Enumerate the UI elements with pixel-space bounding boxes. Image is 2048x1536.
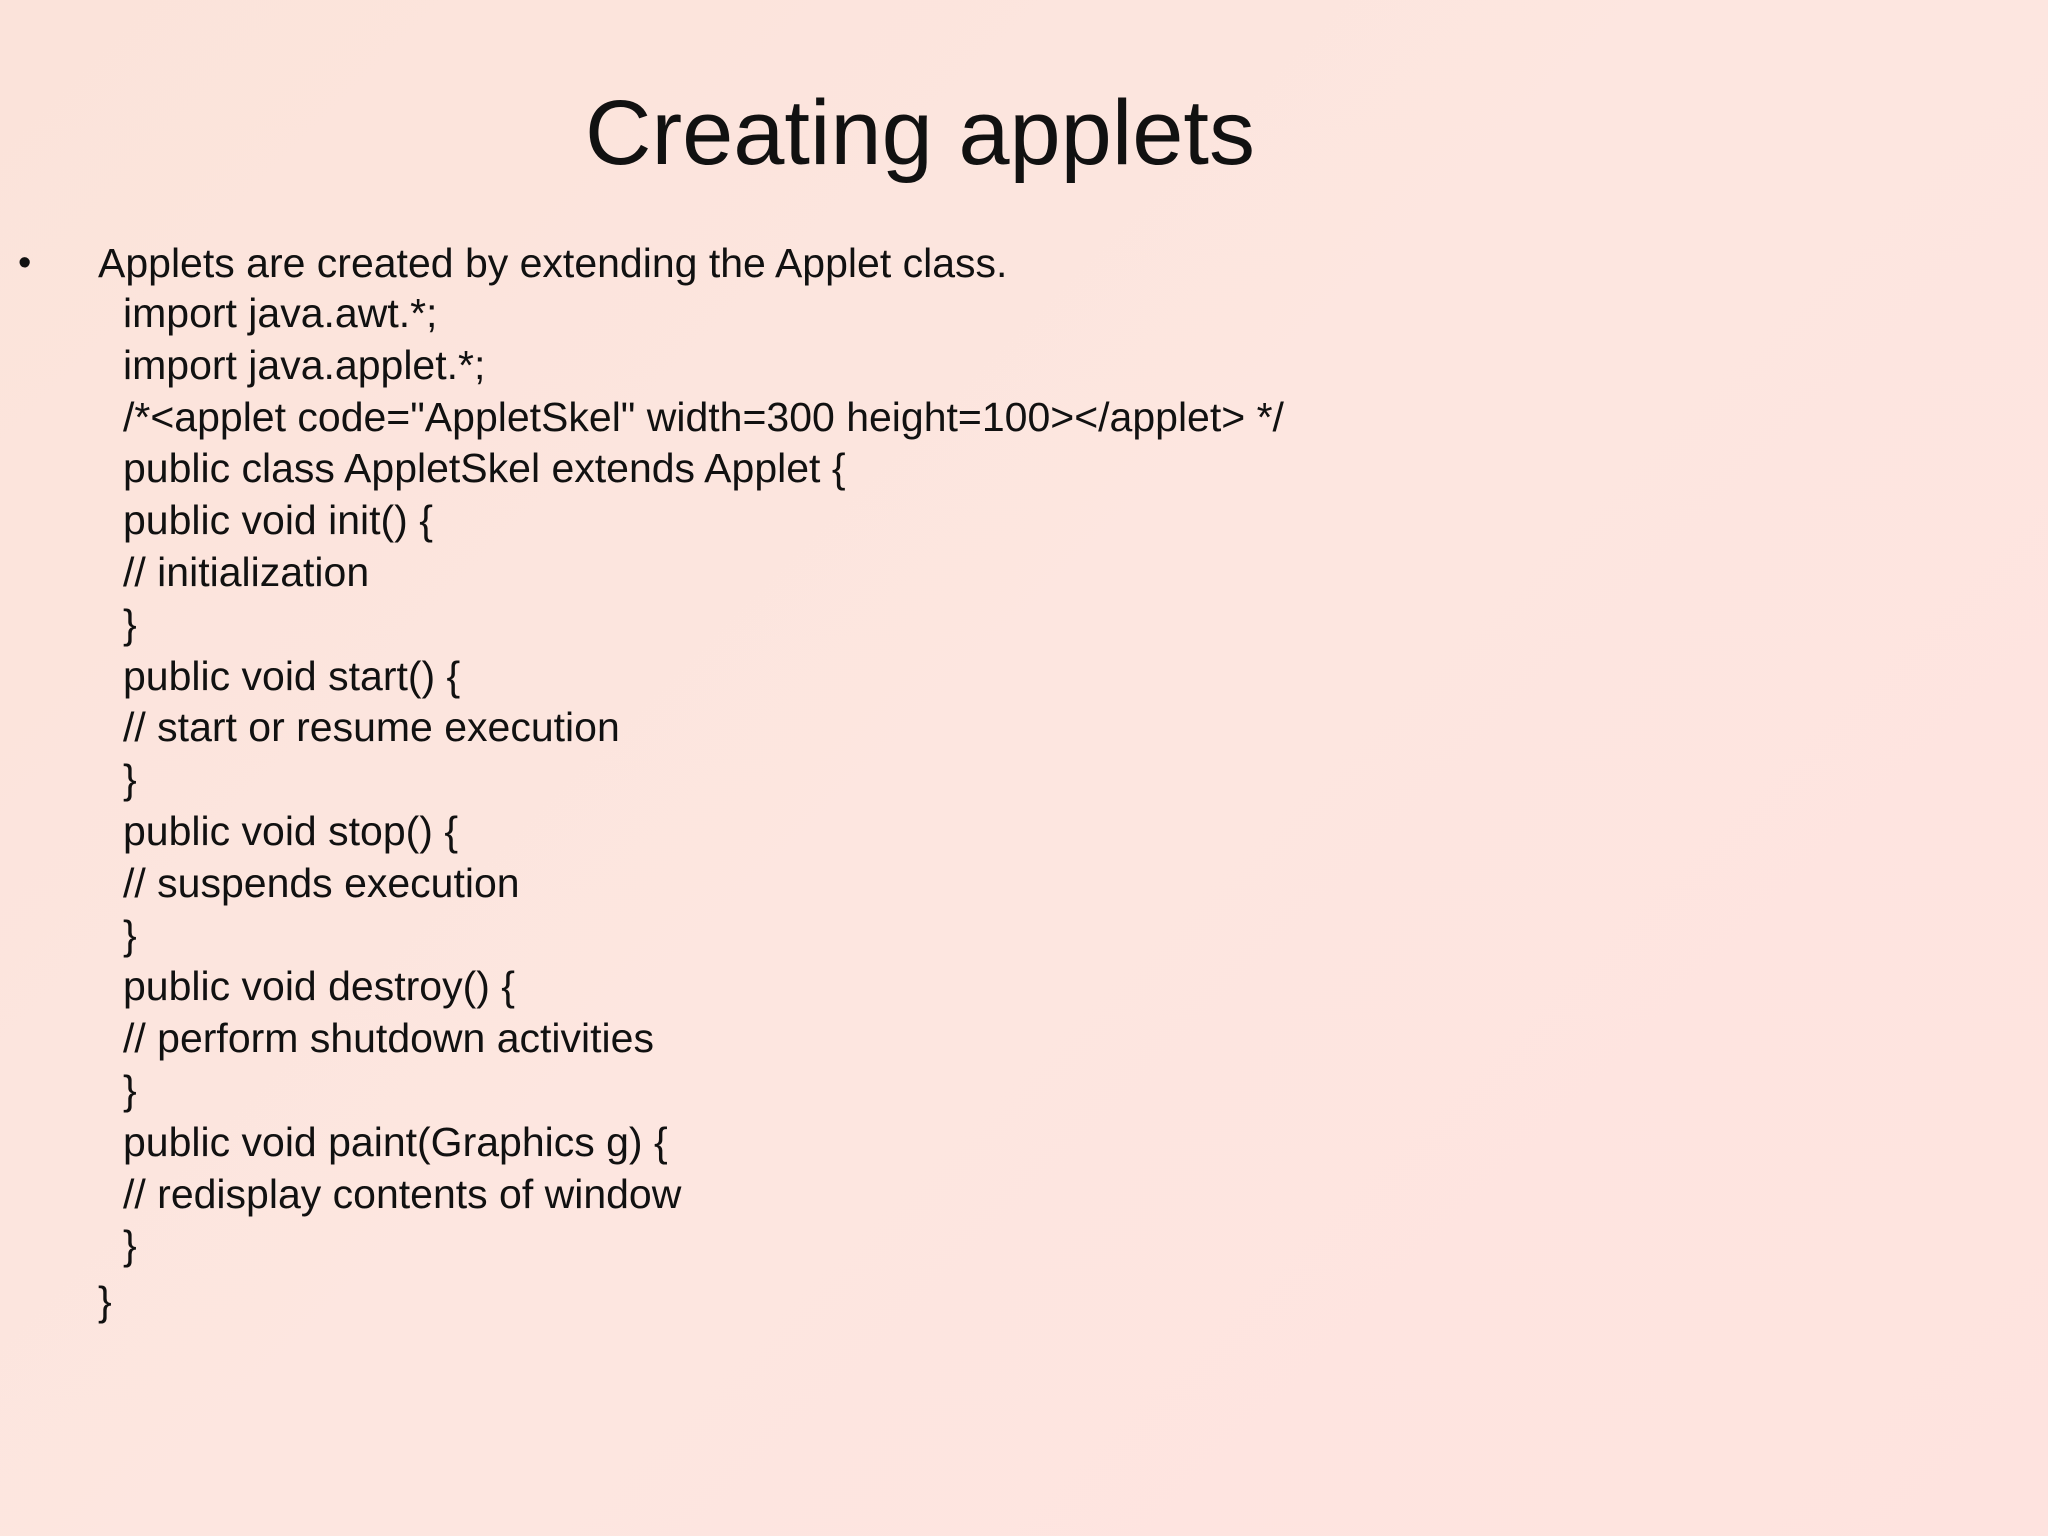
code-line: public void destroy() { [123,963,515,1010]
code-line: } [123,1222,137,1269]
code-line: import java.applet.*; [123,341,486,388]
code-line: } [123,756,137,803]
code-line: // redisplay contents of window [123,1170,682,1217]
code-line: } [123,1066,137,1113]
code-line: import java.awt.*; [123,290,438,336]
code-line: // start or resume execution [123,704,620,751]
code-line: // perform shutdown activities [123,1015,654,1062]
code-line: public void init() { [123,497,433,544]
code-line: } [123,911,137,958]
bullet-item [0,238,2000,288]
code-line: public void paint(Graphics g) { [123,1118,668,1165]
closing-brace: } [98,1278,112,1324]
code-line: public void stop() { [123,807,459,854]
bullet-icon: • [18,242,32,284]
code-line: public class AppletSkel extends Applet { [123,445,846,492]
code-line: public void start() { [123,652,461,699]
code-line: /*<applet code="AppletSkel" width=300 height=100></applet> */ [123,393,1284,440]
bullet-text: Applets are created by extending the Applet class. [98,240,1008,286]
code-block [123,288,1284,1272]
code-line: // initialization [123,548,370,595]
code-line: // suspends execution [123,859,520,906]
slide-title: Creating applets [585,82,1255,184]
code-line: } [123,600,137,647]
